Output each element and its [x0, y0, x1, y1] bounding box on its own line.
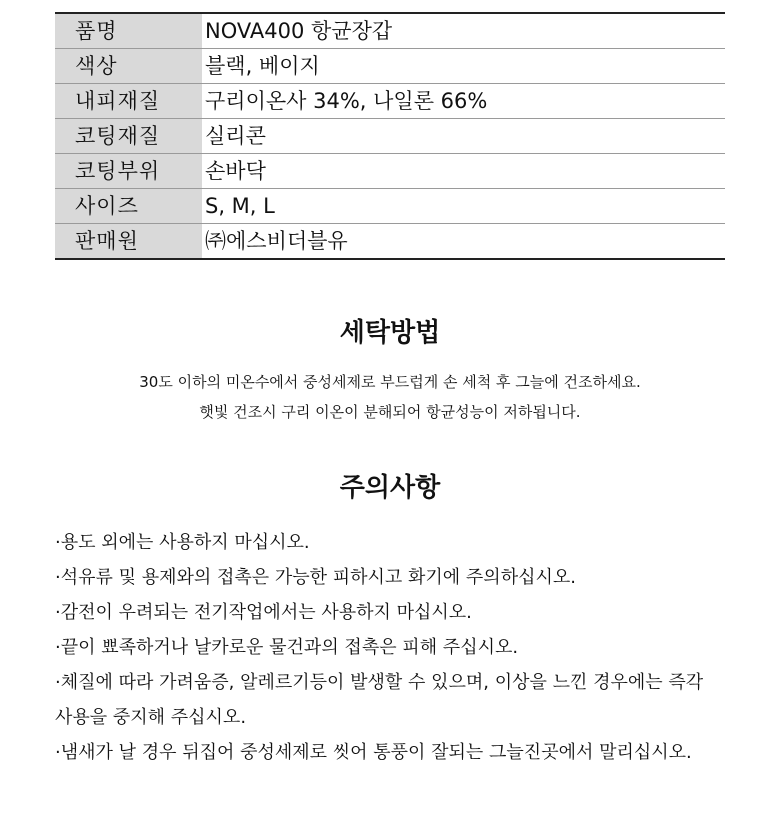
- spec-label: 코팅부위: [55, 154, 202, 189]
- spec-label: 품명: [55, 13, 202, 49]
- washing-line: 햇빛 건조시 구리 이온이 분해되어 항균성능이 저하됩니다.: [199, 403, 581, 421]
- spec-row-coating-material: [55, 119, 725, 154]
- spec-value: 구리이온사 34%, 나일론 66%: [202, 84, 725, 119]
- caution-line: ·냄새가 날 경우 뒤집어 중성세제로 씻어 통풍이 잘되는 그늘진곳에서 말리십시오.: [55, 742, 692, 763]
- caution-line: 사용을 중지해 주십시오.: [55, 707, 247, 728]
- spec-row-name: [55, 13, 725, 49]
- washing-title: 세탁방법: [339, 318, 441, 348]
- spec-label: 내피재질: [55, 84, 202, 119]
- caution-title: 주의사항: [339, 473, 441, 503]
- spec-label: 색상: [55, 49, 202, 84]
- spec-value: 블랙, 베이지: [202, 49, 725, 84]
- spec-value: S, M, L: [202, 189, 725, 224]
- spec-row-coating-area: [55, 154, 725, 189]
- spec-value: NOVA400 항균장갑: [202, 13, 725, 49]
- spec-row-size: [55, 189, 725, 224]
- spec-row-lining: [55, 84, 725, 119]
- washing-line: 30도 이하의 미온수에서 중성세제로 부드럽게 손 세척 후 그늘에 건조하세요.: [139, 373, 641, 391]
- caution-line: ·석유류 및 용제와의 접촉은 가능한 피하시고 화기에 주의하십시오.: [55, 567, 576, 588]
- spec-row-color: [55, 49, 725, 84]
- caution-line: ·용도 외에는 사용하지 마십시오.: [55, 532, 310, 553]
- spec-value: 손바닥: [202, 154, 725, 189]
- spec-value: 실리콘: [202, 119, 725, 154]
- spec-row-seller: [55, 224, 725, 260]
- spec-label: 사이즈: [55, 189, 202, 224]
- caution-line: ·체질에 따라 가려움증, 알레르기등이 발생할 수 있으며, 이상을 느낀 경우에는 즉각: [55, 672, 704, 693]
- spec-value: ㈜에스비더블유: [205, 229, 348, 253]
- spec-table: [55, 12, 725, 260]
- caution-line: ·감전이 우려되는 전기작업에서는 사용하지 마십시오.: [55, 602, 472, 623]
- caution-line: ·끝이 뾰족하거나 날카로운 물건과의 접촉은 피해 주십시오.: [55, 637, 519, 658]
- spec-label: 판매원: [55, 224, 202, 260]
- spec-label: 코팅재질: [55, 119, 202, 154]
